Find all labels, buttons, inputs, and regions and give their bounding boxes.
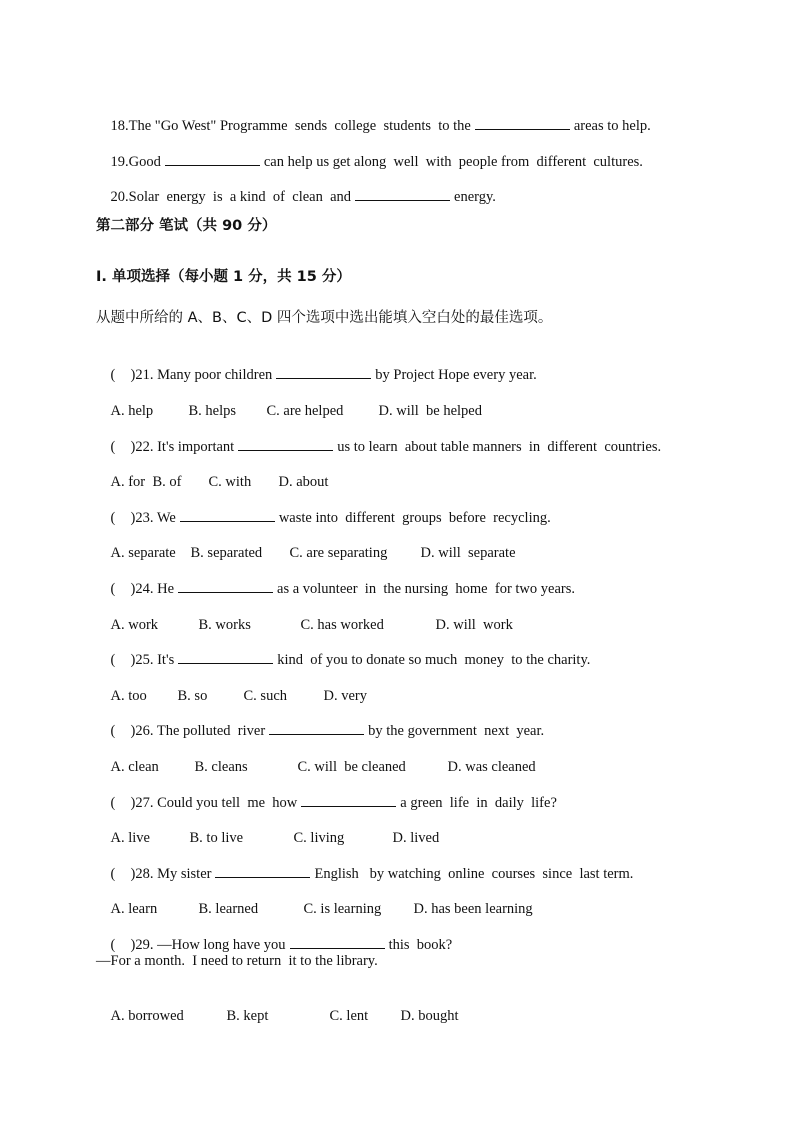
option-a[interactable]: A. live xyxy=(110,830,150,846)
option-a[interactable]: A. learn xyxy=(110,901,158,917)
option-c[interactable]: C. has worked xyxy=(300,617,384,633)
question-number: )21. xyxy=(130,367,154,383)
question-text-before: —How long have you xyxy=(157,937,286,953)
option-c[interactable]: C. will be cleaned xyxy=(297,759,406,775)
question-text-before: Many poor children xyxy=(157,367,273,383)
section1-title: I. 单项选择（每小题 1 分，共 15 分） xyxy=(96,269,351,285)
option-b[interactable]: B. learned xyxy=(198,901,259,917)
instruction-text: 从题中所给的 A、B、C、D 四个选项中选出能填入空白处的最佳选项。 xyxy=(96,310,553,326)
question-text-before: The polluted river xyxy=(156,723,266,739)
reply-29: —For a month. I need to return it to the library. xyxy=(96,953,378,969)
question-text-before: It's xyxy=(157,652,175,668)
option-a[interactable]: A. clean xyxy=(110,759,159,775)
answer-blank[interactable] xyxy=(355,187,450,201)
answer-blank[interactable] xyxy=(165,152,260,166)
option-a[interactable]: A. too xyxy=(110,688,147,704)
option-b[interactable]: B. to live xyxy=(189,830,244,846)
answer-paren[interactable]: ( xyxy=(110,795,116,811)
question-text-before: It's important xyxy=(157,439,235,455)
question-text-after: English by watching online courses since last term. xyxy=(314,866,634,882)
answer-paren[interactable]: ( xyxy=(110,652,116,668)
option-a[interactable]: A. work xyxy=(110,617,159,633)
option-b[interactable]: B. kept xyxy=(226,1008,269,1024)
answer-blank[interactable] xyxy=(475,116,570,130)
question-number: )28. xyxy=(130,866,154,882)
answer-blank[interactable] xyxy=(215,864,310,878)
question-text-after: areas to help. xyxy=(573,118,651,134)
option-c[interactable]: C. is learning xyxy=(303,901,382,917)
question-text-after: by Project Hope every year. xyxy=(375,367,537,383)
answer-paren[interactable]: ( xyxy=(110,581,116,597)
question-text-before: Could you tell me how xyxy=(157,795,298,811)
question-number: )27. xyxy=(130,795,154,811)
option-c[interactable]: C. such xyxy=(243,688,287,704)
part2-title: 第二部分 笔试（共 90 分） xyxy=(96,218,277,234)
option-c[interactable]: C. are helped xyxy=(266,403,344,419)
question-text-before: Solar energy is a kind of clean and xyxy=(128,189,352,205)
option-c[interactable]: C. with xyxy=(208,474,252,490)
option-b[interactable]: B. of xyxy=(152,474,182,490)
option-d[interactable]: D. was cleaned xyxy=(447,759,536,775)
answer-blank[interactable] xyxy=(180,508,275,522)
option-d[interactable]: D. about xyxy=(278,474,329,490)
question-number: 18. xyxy=(110,118,129,134)
option-d[interactable]: D. will separate xyxy=(420,545,516,561)
question-number: )24. xyxy=(130,581,154,597)
option-a[interactable]: A. help xyxy=(110,403,154,419)
answer-paren[interactable]: ( xyxy=(110,723,116,739)
question-text-after: waste into different groups before recycling. xyxy=(278,510,551,526)
question-text-before: My sister xyxy=(157,866,212,882)
question-number: )22. xyxy=(130,439,154,455)
answer-paren[interactable]: ( xyxy=(110,510,116,526)
option-b[interactable]: B. helps xyxy=(188,403,237,419)
question-text-after: this book? xyxy=(388,937,453,953)
option-c[interactable]: C. living xyxy=(293,830,345,846)
question-number: )23. xyxy=(130,510,154,526)
answer-blank[interactable] xyxy=(301,793,396,807)
question-text-after: energy. xyxy=(454,189,496,205)
question-text-before: We xyxy=(156,510,176,526)
answer-blank[interactable] xyxy=(276,365,371,379)
question-text-before: Good xyxy=(128,154,161,170)
option-d[interactable]: D. very xyxy=(323,688,367,704)
option-d[interactable]: D. will work xyxy=(435,617,513,633)
option-d[interactable]: D. bought xyxy=(400,1008,459,1024)
option-b[interactable]: B. separated xyxy=(190,545,263,561)
option-c[interactable]: C. are separating xyxy=(289,545,388,561)
option-a[interactable]: A. separate xyxy=(110,545,176,561)
question-text-after: us to learn about table manners in different countries. xyxy=(337,439,662,455)
question-number: 19. xyxy=(110,154,129,170)
question-number: )29. xyxy=(130,937,154,953)
option-b[interactable]: B. so xyxy=(177,688,208,704)
option-d[interactable]: D. will be helped xyxy=(378,403,482,419)
option-a[interactable]: A. borrowed xyxy=(110,1008,184,1024)
question-text-after: a green life in daily life? xyxy=(400,795,557,811)
option-a[interactable]: A. for xyxy=(110,474,146,490)
option-b[interactable]: B. works xyxy=(198,617,251,633)
answer-blank[interactable] xyxy=(290,935,385,949)
question-text-before: The "Go West" Programme sends college students to the xyxy=(128,118,471,134)
option-b[interactable]: B. cleans xyxy=(194,759,248,775)
answer-blank[interactable] xyxy=(269,721,364,735)
question-number: )26. xyxy=(130,723,154,739)
question-number: )25. xyxy=(130,652,154,668)
question-text-after: can help us get along well with people from different cultures. xyxy=(263,154,643,170)
option-d[interactable]: D. has been learning xyxy=(413,901,533,917)
option-d[interactable]: D. lived xyxy=(392,830,440,846)
answer-paren[interactable]: ( xyxy=(110,866,116,882)
answer-blank[interactable] xyxy=(178,579,273,593)
answer-blank[interactable] xyxy=(178,650,273,664)
options-29 xyxy=(96,986,459,1046)
question-text-before: He xyxy=(157,581,175,597)
answer-paren[interactable]: ( xyxy=(110,367,116,383)
answer-blank[interactable] xyxy=(238,437,333,451)
question-text-after: as a volunteer in the nursing home for two years. xyxy=(277,581,575,597)
answer-paren[interactable]: ( xyxy=(110,937,116,953)
answer-paren[interactable]: ( xyxy=(110,439,116,455)
question-number: 20. xyxy=(110,189,129,205)
option-c[interactable]: C. lent xyxy=(329,1008,369,1024)
question-text-after: by the government next year. xyxy=(368,723,545,739)
question-text-after: kind of you to donate so much money to the charity. xyxy=(277,652,591,668)
